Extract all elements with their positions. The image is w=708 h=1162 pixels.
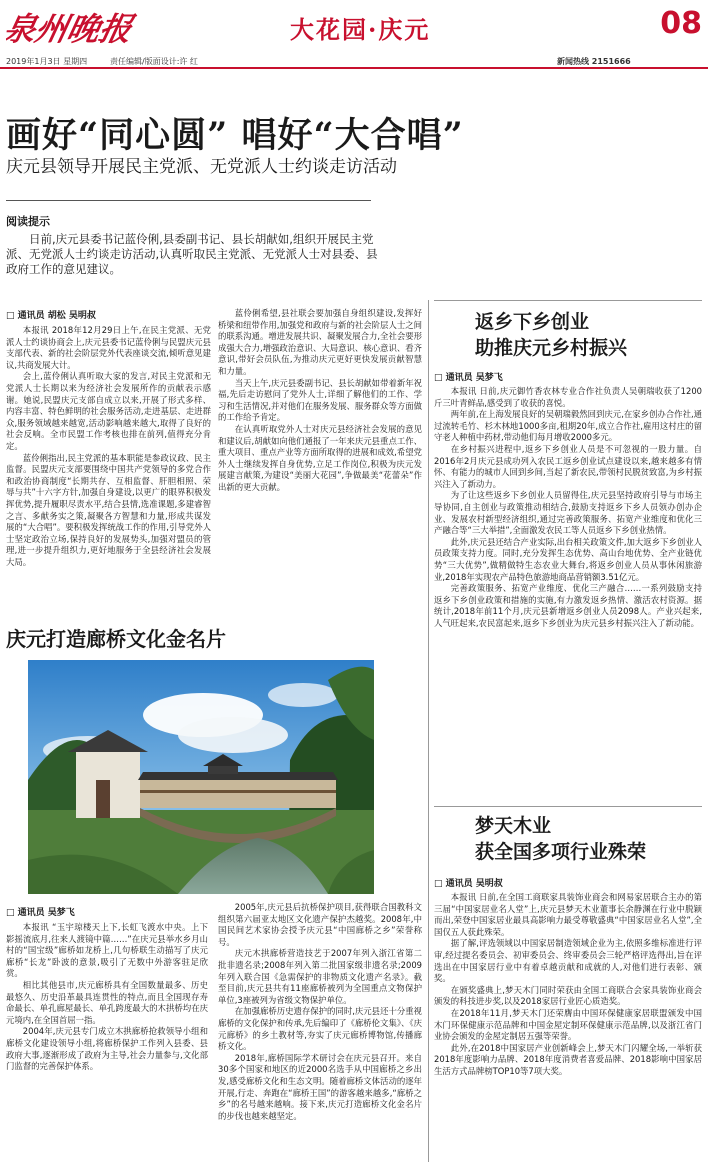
bridge-paragraph: 本报讯 “玉宇琼楼天上下,长虹飞渡水中央。上下影摇流底月,往来人渡镜中篇……”在庆元县举水乡月山村的“国宝级”廊桥如龙桥上,几句桥联生动描写了庆元廊桥“长龙”卧波的意景,吸引了无数中外游客驻足欣赏。 [6, 922, 208, 979]
main-paragraph: 当天上午,庆元县委副书记、县长胡献如带着新年祝福,先后走访慰问了党外人士,详细了解他们的工作、学习和生活情况,并对他们在服务发展、服务群众等方面做的工作给予肯定。 [218, 377, 422, 423]
sidebar-mid-rule [434, 806, 702, 807]
side2-paragraph: 据了解,评选领域以中国家居制造领域企业为主,依照多维标准进行评审,经过提名委员会、初审委员会、终审委员会三轮严格评选得出,旨在评选出在中国家居行业中有着卓越贡献和成就的人,对他们进行表彰、颁奖。 [434, 938, 702, 984]
side2-title-line2: 获全国多项行业殊荣 [475, 841, 647, 863]
side1-paragraph: 为了让这些返乡下乡创业人员留得住,庆元县坚持政府引导与市场主导协同,自主创业与政策推动相结合,鼓励支持返乡下乡人员领办创办企业、发展农村新型经济组织,通过完善政策服务、拓宽产业维度和优化三产融合等“三大举措”,全面激发农民工等人员返乡下乡创业热情。 [434, 490, 702, 536]
paper-logo [6, 8, 176, 48]
page-number: 08 [660, 6, 702, 41]
sidebar-top-rule [434, 300, 702, 301]
issue-date: 2019年1月3日 星期四 [6, 57, 88, 66]
main-article-column-2 [218, 308, 422, 610]
bridge-paragraph: 2005年,庆元县后抗桥保护项目,获得联合国教科文组织第六届亚太地区文化遗产保护杰越奖。2008年,中国民间艺术家协会授予庆元县“中国廊桥之乡”荣誉称号。 [218, 902, 422, 947]
side2-article-body [434, 892, 702, 1158]
main-byline: □ 通讯员 胡松 吴明叔 [6, 311, 96, 321]
lead-divider [6, 200, 371, 201]
main-paragraph: 在认真听取党外人士对庆元县经济社会发展的意见和建议后,胡献如向他们通报了一年来庆元县重点工作、重大项目、重点产业等方面所取得的进展和成效,希望党外人士继续发挥自身优势,立足工作岗位,积极为庆元发展建言献策,为建设“美丽大花园”,争做最美“花蕾朵”作出新的更大贡献。 [218, 423, 422, 492]
bridge-paragraph: 庆元木拱廊桥营造技艺于2007年列入浙江省第二批非遗名录;2008年列入第二批国家级非遗名录;2009年列入联合国《急需保护的非物质文化遗产名录》。截至目前,庆元县共有11座廊桥被列为全国重点文物保护单位,3座被列为省级文物保护单位。 [218, 948, 422, 1005]
bridge-article-title: 庆元打造廊桥文化金名片 [6, 627, 226, 651]
side1-paragraph: 本报讯 日前,庆元御竹香农林专业合作社负责人吴朝瑞收获了1200斤三叶青鲜品,感受到了收获的喜悦。 [434, 386, 702, 408]
side2-paragraph: 本报讯 日前,在全国工商联家具装饰业商会和网易家居联合主办的第三届“中国家居业名人堂”上,庆元县梦天木业董事长余静渊在行业中脱颖而出,荣登中国家居业最具高影响力最受尊敬盛典“中国家居业名人堂”,全国仅五人获此殊荣。 [434, 892, 702, 937]
side2-paragraph: 在颁奖盛典上,梦天木门同时荣获由全国工商联合会家具装饰业商会颁发的科技进步奖,以及2018家居行业匠心质造奖。 [434, 984, 702, 1007]
side1-paragraph: 此外,庆元县还结合产业实际,出台相关政策文件,加大返乡下乡创业人员政策支持力度。同时,充分发挥生态优势、高山台地优势、全产业链优势“三大优势”,做精做特生态农业大舞台,将返乡创业人员从事休闲旅游业,2018年实现农产品特色旅游地商品营销额3.51亿元。 [434, 536, 702, 582]
main-paragraph: 蓝伶俐指出,民主党派的基本职能是参政议政、民主监督。民盟庆元支部要围绕中国共产党领导的多党合作和政治协商制度“长期共存、互相监督、肝胆相照、荣辱与共”十六字方针,加强自身建设,以更广的眼界积极发挥优势,提升履职尽责水平,结合县情,选准课题,多建睿智之言、多献务实之策,凝聚各方智慧和力量,形成共谋发展的“大合唱”。要积极发挥统战工作的作用,引导党外人士坚定政治立场,保持良好的发展势头,加强对盟员的管理,进一步提升组织力,更好地服务于全县经济社会发展大局。 [6, 452, 211, 567]
side2-paragraph: 在2018年11月,梦天木门还荣膺由中国环保健康家居联盟颁发中国木门环保健康示范品牌和中国金屋定制环保健康示范品牌,以及浙江省门业协会颁发的金屋定制居五强等荣誉。 [434, 1007, 702, 1042]
side1-paragraph: 两年前,在上海发展良好的吴朝瑞毅然回到庆元,在家乡创办合作社,通过流转毛竹、杉木林地1000多亩,租期20年,成立合作社,雇用这村庄的留守老人种植中药材,带动他们每月增收2000多元。 [434, 409, 702, 443]
side1-title-line1: 返乡下乡创业 [475, 311, 590, 333]
side1-article-body [434, 386, 702, 802]
bridge-paragraph: 2004年,庆元县专门成立木拱廊桥抢救领导小组和廊桥文化建设领导小组,将廊桥保护工作列入县委、县政府大事,逐渐形成了政府为主导,社会力量参与,文化部门监督的完善保护体系。 [6, 1026, 208, 1072]
column-divider [428, 300, 429, 1162]
lead-paragraph: 日前,庆元县委书记蓝伶俐,县委副书记、县长胡献如,组织开展民主党派、无党派人士约谈走访活动,认真听取民主党派、无党派人士对县委、县政府工作的意见建议。 [6, 232, 378, 276]
covered-bridge-illustration [28, 660, 374, 894]
paper-logo-calligraphy [6, 8, 176, 48]
main-subheadline: 庆元县领导开展民主党派、无党派人士约谈走访活动 [6, 157, 397, 177]
side1-byline: □ 通讯员 吴梦飞 [434, 373, 503, 383]
side1-paragraph: 完善政策服务、拓宽产业维度、优化三产融合……一系列鼓励支持返乡下乡创业政策和措施的实施,有力激发返乡热情、激活农村资源。据统计,2018年前11个月,庆元县新增返乡创业人员2098人。产业兴起来,人气旺起来,农民富起来,返乡下乡创业为庆元县乡村振兴注入了新动能。 [434, 583, 702, 628]
side2-paragraph: 此外,在2018中国家居产业创新峰会上,梦天木门闪耀全场,一举斩获2018年度影响力品牌、2018年度消费者喜爱品牌、2018影响中国家居生活方式品牌榜TOP10等7项大奖。 [434, 1042, 702, 1076]
paper-logo-text: 泉州晚报 [6, 10, 136, 48]
editor-credit: 责任编辑/版面设计:许 红 [110, 57, 198, 66]
main-article-column-1 [6, 325, 211, 615]
covered-bridge-photo [28, 660, 374, 894]
main-paragraph: 蓝伶俐希望,县社联会要加强自身组织建设,发挥好桥梁和纽带作用,加强党和政府与新的社会阶层人士之间的联系沟通。增进发展共识、凝聚发展合力,全社会要形成强大合力,增强政治意识、大局意识、核心意识、看齐意识,带好会员队伍,为推动庆元更好更快发展贡献智慧和力量。 [218, 308, 422, 376]
masthead-rule [0, 67, 708, 69]
bridge-paragraph: 2018年,廊桥国际学术研讨会在庆元县召开。来自30多个国家和地区的近2000名选手从中国廊桥之乡出发,感受廊桥文化和生态文明。随着廊桥文体活动的逐年开展,行走、奔跑在“廊桥王国”的游客越来越多,“廊桥之乡”的名号越来越响。接下来,庆元打造廊桥文化金名片的步伐也越来越坚定。 [218, 1052, 422, 1121]
side2-byline: □ 通讯员 吴明叔 [434, 879, 503, 889]
main-headline: 画好“同心圆” 唱好“大合唱” [6, 115, 464, 156]
bridge-byline: □ 通讯员 吴梦飞 [6, 908, 75, 918]
section-title: 大花园·庆元 [290, 15, 431, 44]
bridge-article-column-2 [218, 902, 422, 1158]
lead-label: 阅读提示 [6, 215, 50, 228]
news-hotline: 新闻热线 2151666 [557, 57, 631, 66]
side1-paragraph: 在乡村振兴进程中,返乡下乡创业人员是不可忽视的一股力量。自2016年2月庆元县成功列入农民工返乡创业试点建设以来,越来越多有情怀、有能力的城市人回到乡间,当起了新农民,带领村民脱贫致富,为乡村振兴注入了新动力。 [434, 443, 702, 489]
bridge-paragraph: 相比其他县市,庆元廊桥具有全国数量最多、历史最悠久、历史沿革最具连贯性的特点,而且全国现存寿命最长、单孔廊屋最长、单孔跨度最大的木拱桥均在庆元境内,在全国首屈一指。 [6, 979, 208, 1025]
bridge-article-column-1 [6, 922, 208, 1158]
main-paragraph: 会上,蓝伶俐认真听取大家的发言,对民主党派和无党派人士长期以来为经济社会发展所作的贡献表示感谢。她说,民盟庆元支部自成立以来,开展了形式多样、内容丰富、特色鲜明的社会服务活动,走进基层、走进群众,服务领域越来越宽,活动影响越来越大,取得了良好的社会反响。全市民盟工作考核也排在前列,值得充分肯定。 [6, 371, 211, 451]
side1-title-line2: 助推庆元乡村振兴 [475, 337, 628, 359]
bridge-paragraph: 在加强廊桥历史遗存保护的同时,庆元县还十分重视廊桥的文化保护和传承,先后编印了《廊桥伦文集》、《庆元廊桥》的乡土教材等,夯实了庆元廊桥博物馆,传播廊桥文化。 [218, 1006, 422, 1052]
side2-title-line1: 梦天木业 [475, 815, 552, 837]
main-paragraph: 本报讯 2018年12月29日上午,在民主党派、无党派人士约谈协商会上,庆元县委书记蓝伶俐与民盟庆元县支部代表、新的社会阶层党外代表座谈交流,倾听意见建议,共商发展大计。 [6, 325, 211, 370]
